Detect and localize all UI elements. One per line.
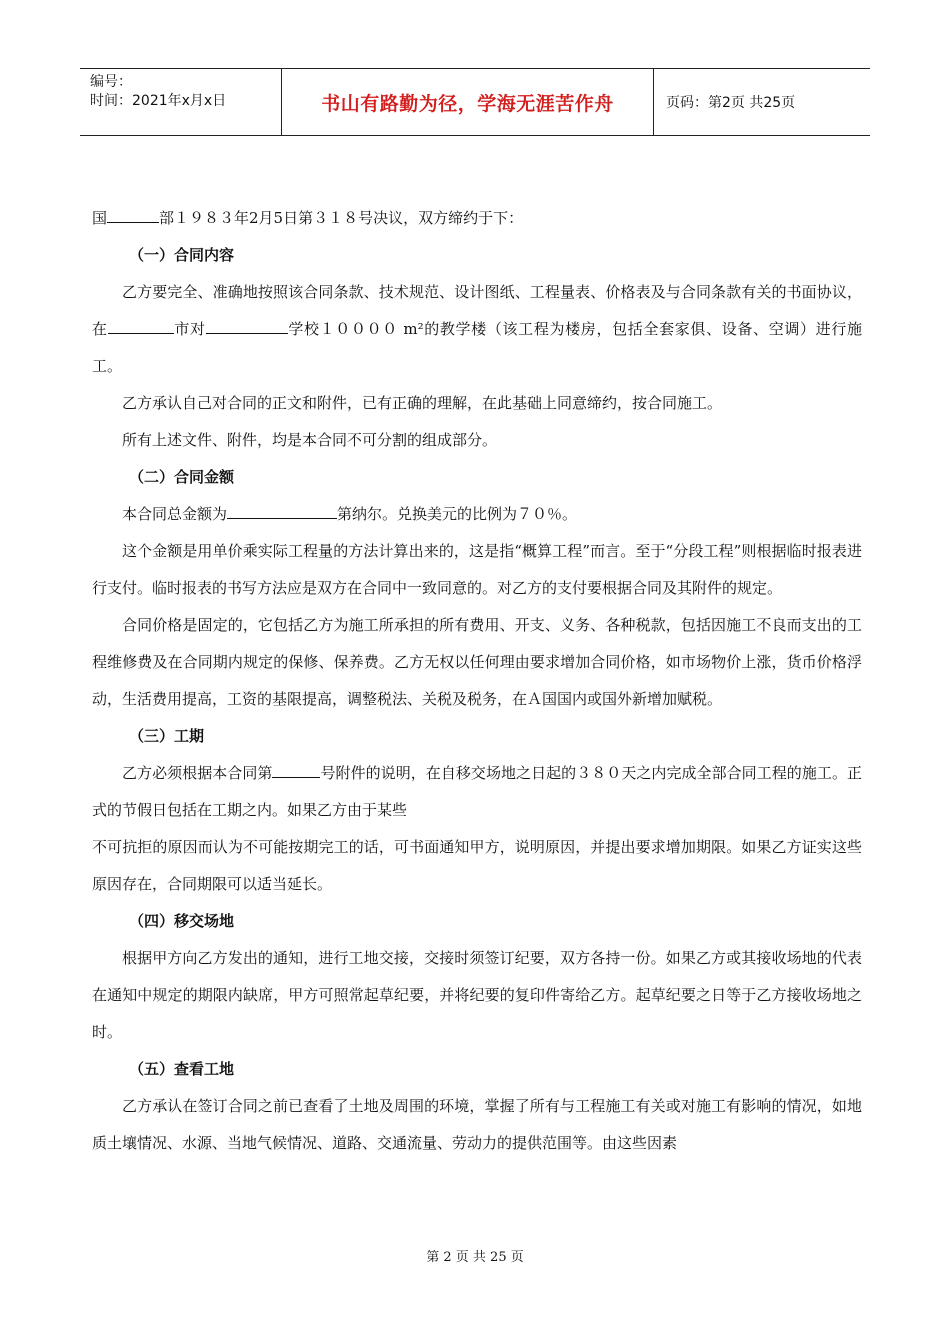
document-time-label: 时间：2021年x月x日 — [90, 93, 227, 109]
paragraph-text: 市对 — [173, 320, 206, 338]
fill-blank — [272, 762, 320, 778]
section-title-contract-amount: （二）合同金额 — [129, 468, 235, 486]
paragraph-text: 学校１００００ m²的教学楼（该工程为楼房，包括全套家俱、设备、空调）进行施工。 — [92, 320, 862, 375]
paragraph: 这个金额是用单价乘实际工程量的方法计算出来的，这是指“概算工程”而言。至于“分段工程”则根据临时报表进行支付。临时报表的书写方法应是双方在合同中一致同意的。对乙方的支付要根据合同及其附件的规定。 — [92, 542, 862, 597]
paragraph — [92, 274, 862, 385]
section-title-duration: （三）工期 — [129, 727, 205, 745]
intro-text-b: 部１９８３年2月5日第３１８号决议，双方缔约于下： — [159, 209, 524, 227]
paragraph — [92, 755, 862, 829]
page-header — [80, 68, 870, 136]
section-title-site-handover: （四）移交场地 — [129, 912, 235, 930]
header-meta — [80, 69, 281, 135]
section-title-site-inspection: （五）查看工地 — [129, 1060, 235, 1078]
fill-blank — [107, 207, 159, 223]
paragraph: 根据甲方向乙方发出的通知，进行工地交接，交接时须签订纪要，双方各持一份。如果乙方或其接收场地的代表在通知中规定的期限内缺席，甲方可照常起草纪要，并将纪要的复印件寄给乙方。起草纪要之日等于乙方接收场地之时。 — [92, 949, 862, 1041]
header-motto-cell — [281, 69, 654, 135]
fill-blank — [206, 318, 288, 334]
document-number-label: 编号： — [90, 74, 132, 90]
paragraph-text: 号附件的说明，在自移交场地之日起的３８０天之内完成全部合同工程的施工。正式的节假日包括在工期之内。如果乙方由于某些 — [92, 764, 862, 819]
intro-text-a: 国 — [92, 209, 108, 227]
paragraph: 乙方承认在签订合同之前已查看了土地及周围的环境，掌握了所有与工程施工有关或对施工有影响的情况，如地质土壤情况、水源、当地气候情况、道路、交通流量、劳动力的提供范围等。由这些因素 — [92, 1097, 862, 1152]
fill-blank — [227, 503, 337, 519]
page-footer: 第 2 页 共 25 页 — [426, 1250, 524, 1265]
paragraph: 所有上述文件、附件，均是本合同不可分割的组成部分。 — [122, 431, 498, 449]
paragraph: 乙方承认自己对合同的正文和附件，已有正确的理解，在此基础上同意缔约，按合同施工。 — [122, 394, 723, 412]
document-body — [92, 200, 862, 1162]
paragraph-text: 第纳尔。兑换美元的比例为７０％。 — [337, 505, 578, 523]
header-motto: 书山有路勤为径，学海无涯苦作舟 — [321, 92, 614, 115]
paragraph-text: 乙方要完全、准确地按照该合同条款、技术规范、设计图纸、工程量表、价格表及与合同条款有关的书面协议，在 — [92, 283, 862, 338]
section-title-contract-content: （一）合同内容 — [129, 246, 235, 264]
paragraph: 合同价格是固定的，它包括乙方为施工所承担的所有费用、开支、义务、各种税款，包括因施工不良而支出的工程维修费及在合同期内规定的保修、保养费。乙方无权以任何理由要求增加合同价格，如市场物价上涨，货币价格浮动，生活费用提高，工资的基限提高，调整税法、关税及税务，在Ａ国国内或国外新增加赋税。 — [92, 616, 862, 708]
paragraph: 不可抗拒的原因而认为不可能按期完工的话，可书面通知甲方，说明原因，并提出要求增加期限。如果乙方证实这些原因存在，合同期限可以适当延长。 — [92, 838, 862, 893]
paragraph-text: 乙方必须根据本合同第 — [122, 764, 273, 782]
header-page-code: 页码：第2页 共25页 — [666, 95, 796, 111]
paragraph — [92, 496, 862, 533]
header-page-code-cell — [654, 69, 870, 135]
intro-line — [92, 200, 862, 237]
paragraph-text: 本合同总金额为 — [122, 505, 228, 523]
fill-blank — [108, 318, 174, 334]
